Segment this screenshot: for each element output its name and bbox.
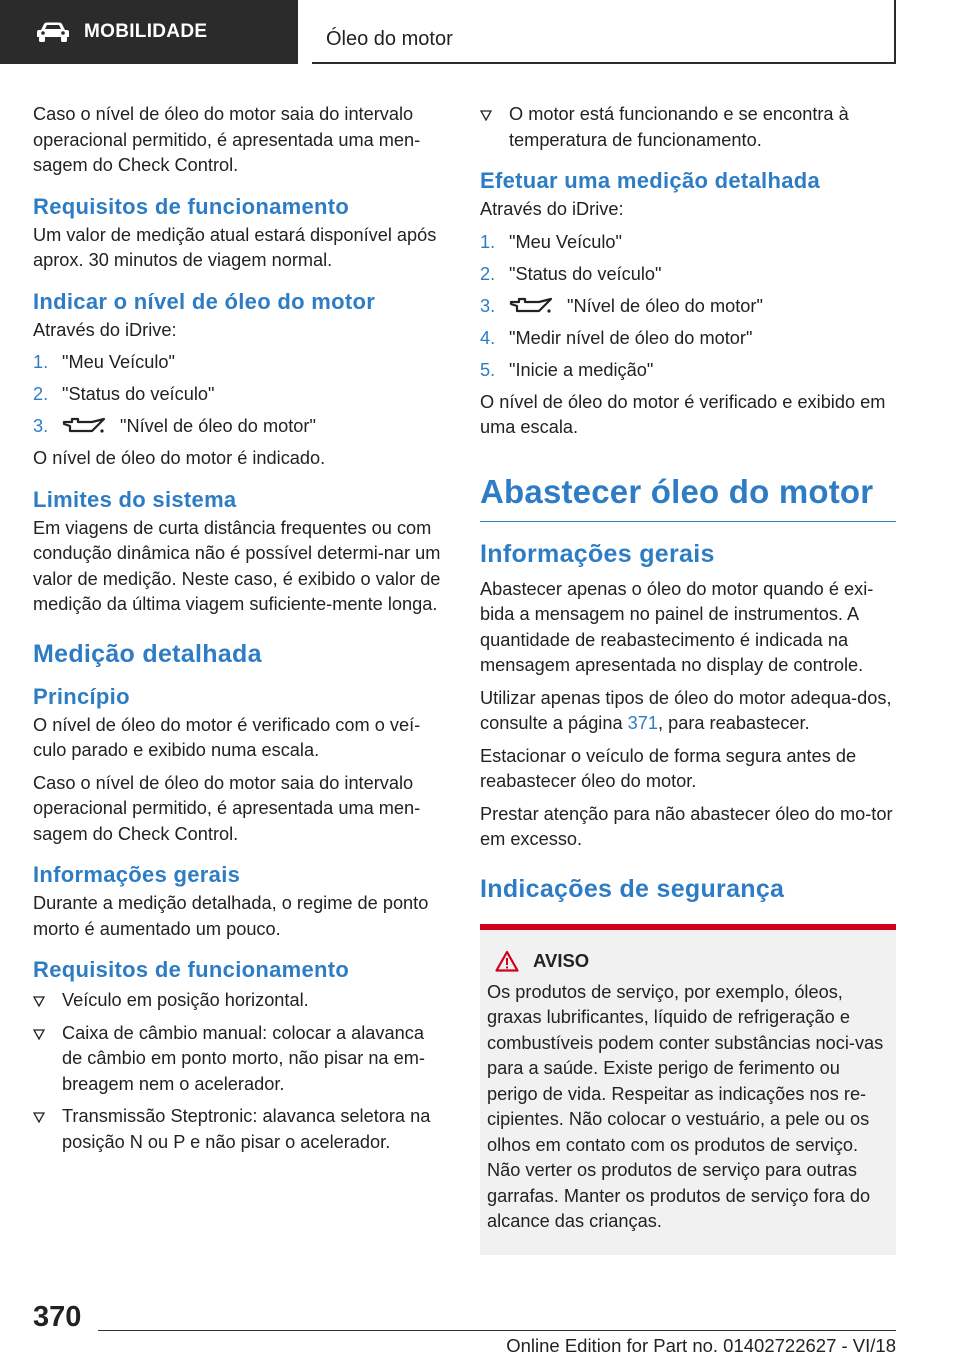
paragraph: Através do iDrive:	[480, 199, 624, 219]
paragraph: Prestar atenção para não abastecer óleo do mo-tor em excesso.	[480, 803, 893, 849]
heading-seguranca: Indicações de segurança	[480, 874, 785, 903]
warning-triangle-icon	[495, 950, 519, 972]
paragraph: Caso o nível de óleo do motor saia do intervalo operacional permitido, é apresentada uma men-sagem do Check Control.	[33, 104, 421, 175]
paragraph: O nível de óleo do motor é verificado com o veí-culo parado e exibido numa escala.	[33, 714, 421, 760]
list-item	[480, 102, 896, 153]
step-text: "Status do veículo"	[62, 384, 215, 404]
bullet-text: Caixa de câmbio manual: colocar a alavanca de câmbio em ponto morto, não pisar na em-breagem nem o acelerador.	[62, 1022, 425, 1094]
page-number: 370	[33, 1301, 82, 1333]
left-column	[33, 102, 449, 1162]
paragraph: Estacionar o veículo de forma segura antes de reabastecer óleo do motor.	[480, 745, 857, 791]
steps-list	[33, 350, 449, 440]
warning-header	[487, 950, 888, 972]
heading-principio: Princípio	[33, 683, 130, 709]
paragraph: O nível de óleo do motor é verificado e exibido em uma escala.	[480, 391, 886, 437]
list-item	[480, 294, 896, 320]
right-column	[480, 102, 896, 1255]
step-number: 5.	[480, 359, 496, 380]
paragraph: Durante a medição detalhada, o regime de ponto morto é aumentado um pouco.	[33, 893, 429, 939]
paragraph: Abastecer apenas o óleo do motor quando é exi-bida a mensagem no painel de instrumentos. A quantidade de reabastecimento é indicada na mensagem apresentada no display de controle.	[480, 578, 874, 675]
triangle-bullet-icon	[33, 1029, 45, 1040]
list-item	[33, 1021, 449, 1098]
heading-informacoes-gerais: Informações gerais	[480, 539, 715, 568]
step-number: 3.	[480, 295, 496, 316]
paragraph: O nível de óleo do motor é indicado.	[33, 448, 326, 468]
step-text: "Meu Veículo"	[509, 231, 623, 252]
paragraph: Caso o nível de óleo do motor saia do intervalo operacional permitido, é apresentada uma men-sagem do Check Control.	[33, 772, 421, 844]
warning-text: Os produtos de serviço, por exemplo, óleos, graxas lubrificantes, líquido de refrigeração e combustíveis podem conter substâncias noci-vas para a saúde. Existe perigo de ferimento ou perigo de vida. Respeitar as indicações nos re-cipientes. Não colocar o vestuário, a pele ou os olhos em contato com os produtos de serviço. Não verter os produtos de serviço para outras garrafas. Manter os produtos de serviço fora do alcance das crianças.	[487, 981, 884, 1231]
heading-indicar: Indicar o nível de óleo do motor	[33, 288, 376, 314]
step-text: "Inicie a medição"	[509, 359, 654, 380]
heading-informacoes: Informações gerais	[33, 862, 241, 887]
page-link[interactable]: 371	[627, 713, 658, 733]
footer-divider	[98, 1330, 896, 1331]
list-item	[33, 382, 449, 408]
step-number: 1.	[33, 352, 49, 372]
bullet-text: Veículo em posição horizontal.	[62, 990, 309, 1010]
list-item	[33, 414, 449, 440]
step-text: "Medir nível de óleo do motor"	[509, 327, 753, 348]
step-text: "Status do veículo"	[509, 263, 662, 284]
paragraph: Um valor de medição atual estará disponível após aprox. 30 minutos de viagem normal.	[33, 224, 437, 270]
triangle-bullet-icon	[33, 1112, 45, 1123]
list-item	[33, 1104, 449, 1155]
chapter-header	[312, 0, 896, 64]
list-item	[480, 262, 896, 288]
heading-abastecer: Abastecer óleo do motor	[480, 473, 896, 522]
text: Utilizar apenas tipos de óleo do motor adequa-dos, consulte a página	[480, 687, 892, 733]
triangle-bullet-icon	[33, 996, 45, 1007]
oil-can-icon	[509, 297, 553, 315]
bullet-list	[480, 102, 896, 153]
heading-requisitos-2: Requisitos de funcionamento	[33, 957, 350, 982]
step-number: 4.	[480, 327, 496, 348]
paragraph: Através do iDrive:	[33, 319, 177, 340]
bullet-list	[33, 988, 449, 1155]
step-text: "Nível de óleo do motor"	[567, 295, 763, 316]
triangle-bullet-icon	[480, 110, 492, 121]
warning-title: AVISO	[533, 949, 590, 971]
text: , para reabastecer.	[658, 713, 810, 733]
list-item	[33, 988, 449, 1014]
paragraph: Em viagens de curta distância frequentes ou com condução dinâmica não é possível determi-nar um valor de medição. Neste caso, é exibido o valor de medição da última viagem suficiente-mente longa.	[33, 517, 441, 614]
oil-can-icon	[62, 417, 106, 435]
step-number: 3.	[33, 416, 49, 436]
bullet-text: O motor está funcionando e se encontra à temperatura de funcionamento.	[509, 104, 849, 150]
steps-list	[480, 230, 896, 384]
list-item	[480, 358, 896, 384]
list-item	[33, 350, 449, 376]
section-header	[0, 0, 298, 64]
step-text: "Meu Veículo"	[62, 352, 176, 372]
heading-limites: Limites do sistema	[33, 486, 237, 512]
step-number: 2.	[33, 384, 49, 404]
heading-medicao-detalhada: Medição detalhada	[33, 639, 262, 668]
bullet-text: Transmissão Steptronic: alavanca seletora na posição N ou P e não pisar o acelerador.	[62, 1106, 431, 1152]
heading-efetuar: Efetuar uma medição detalhada	[480, 168, 821, 193]
section-title: MOBILIDADE	[84, 21, 208, 42]
footer-edition: Online Edition for Part no. 01402722627 - VI/18	[506, 1335, 896, 1356]
step-number: 2.	[480, 263, 496, 284]
paragraph	[480, 686, 896, 737]
step-text: "Nível de óleo do motor"	[120, 416, 316, 436]
step-number: 1.	[480, 231, 496, 252]
list-item	[480, 230, 896, 256]
heading-requisitos: Requisitos de funcionamento	[33, 193, 350, 219]
car-icon	[36, 21, 70, 43]
chapter-title: Óleo do motor	[326, 28, 453, 50]
list-item	[480, 326, 896, 352]
warning-box	[480, 924, 896, 1255]
